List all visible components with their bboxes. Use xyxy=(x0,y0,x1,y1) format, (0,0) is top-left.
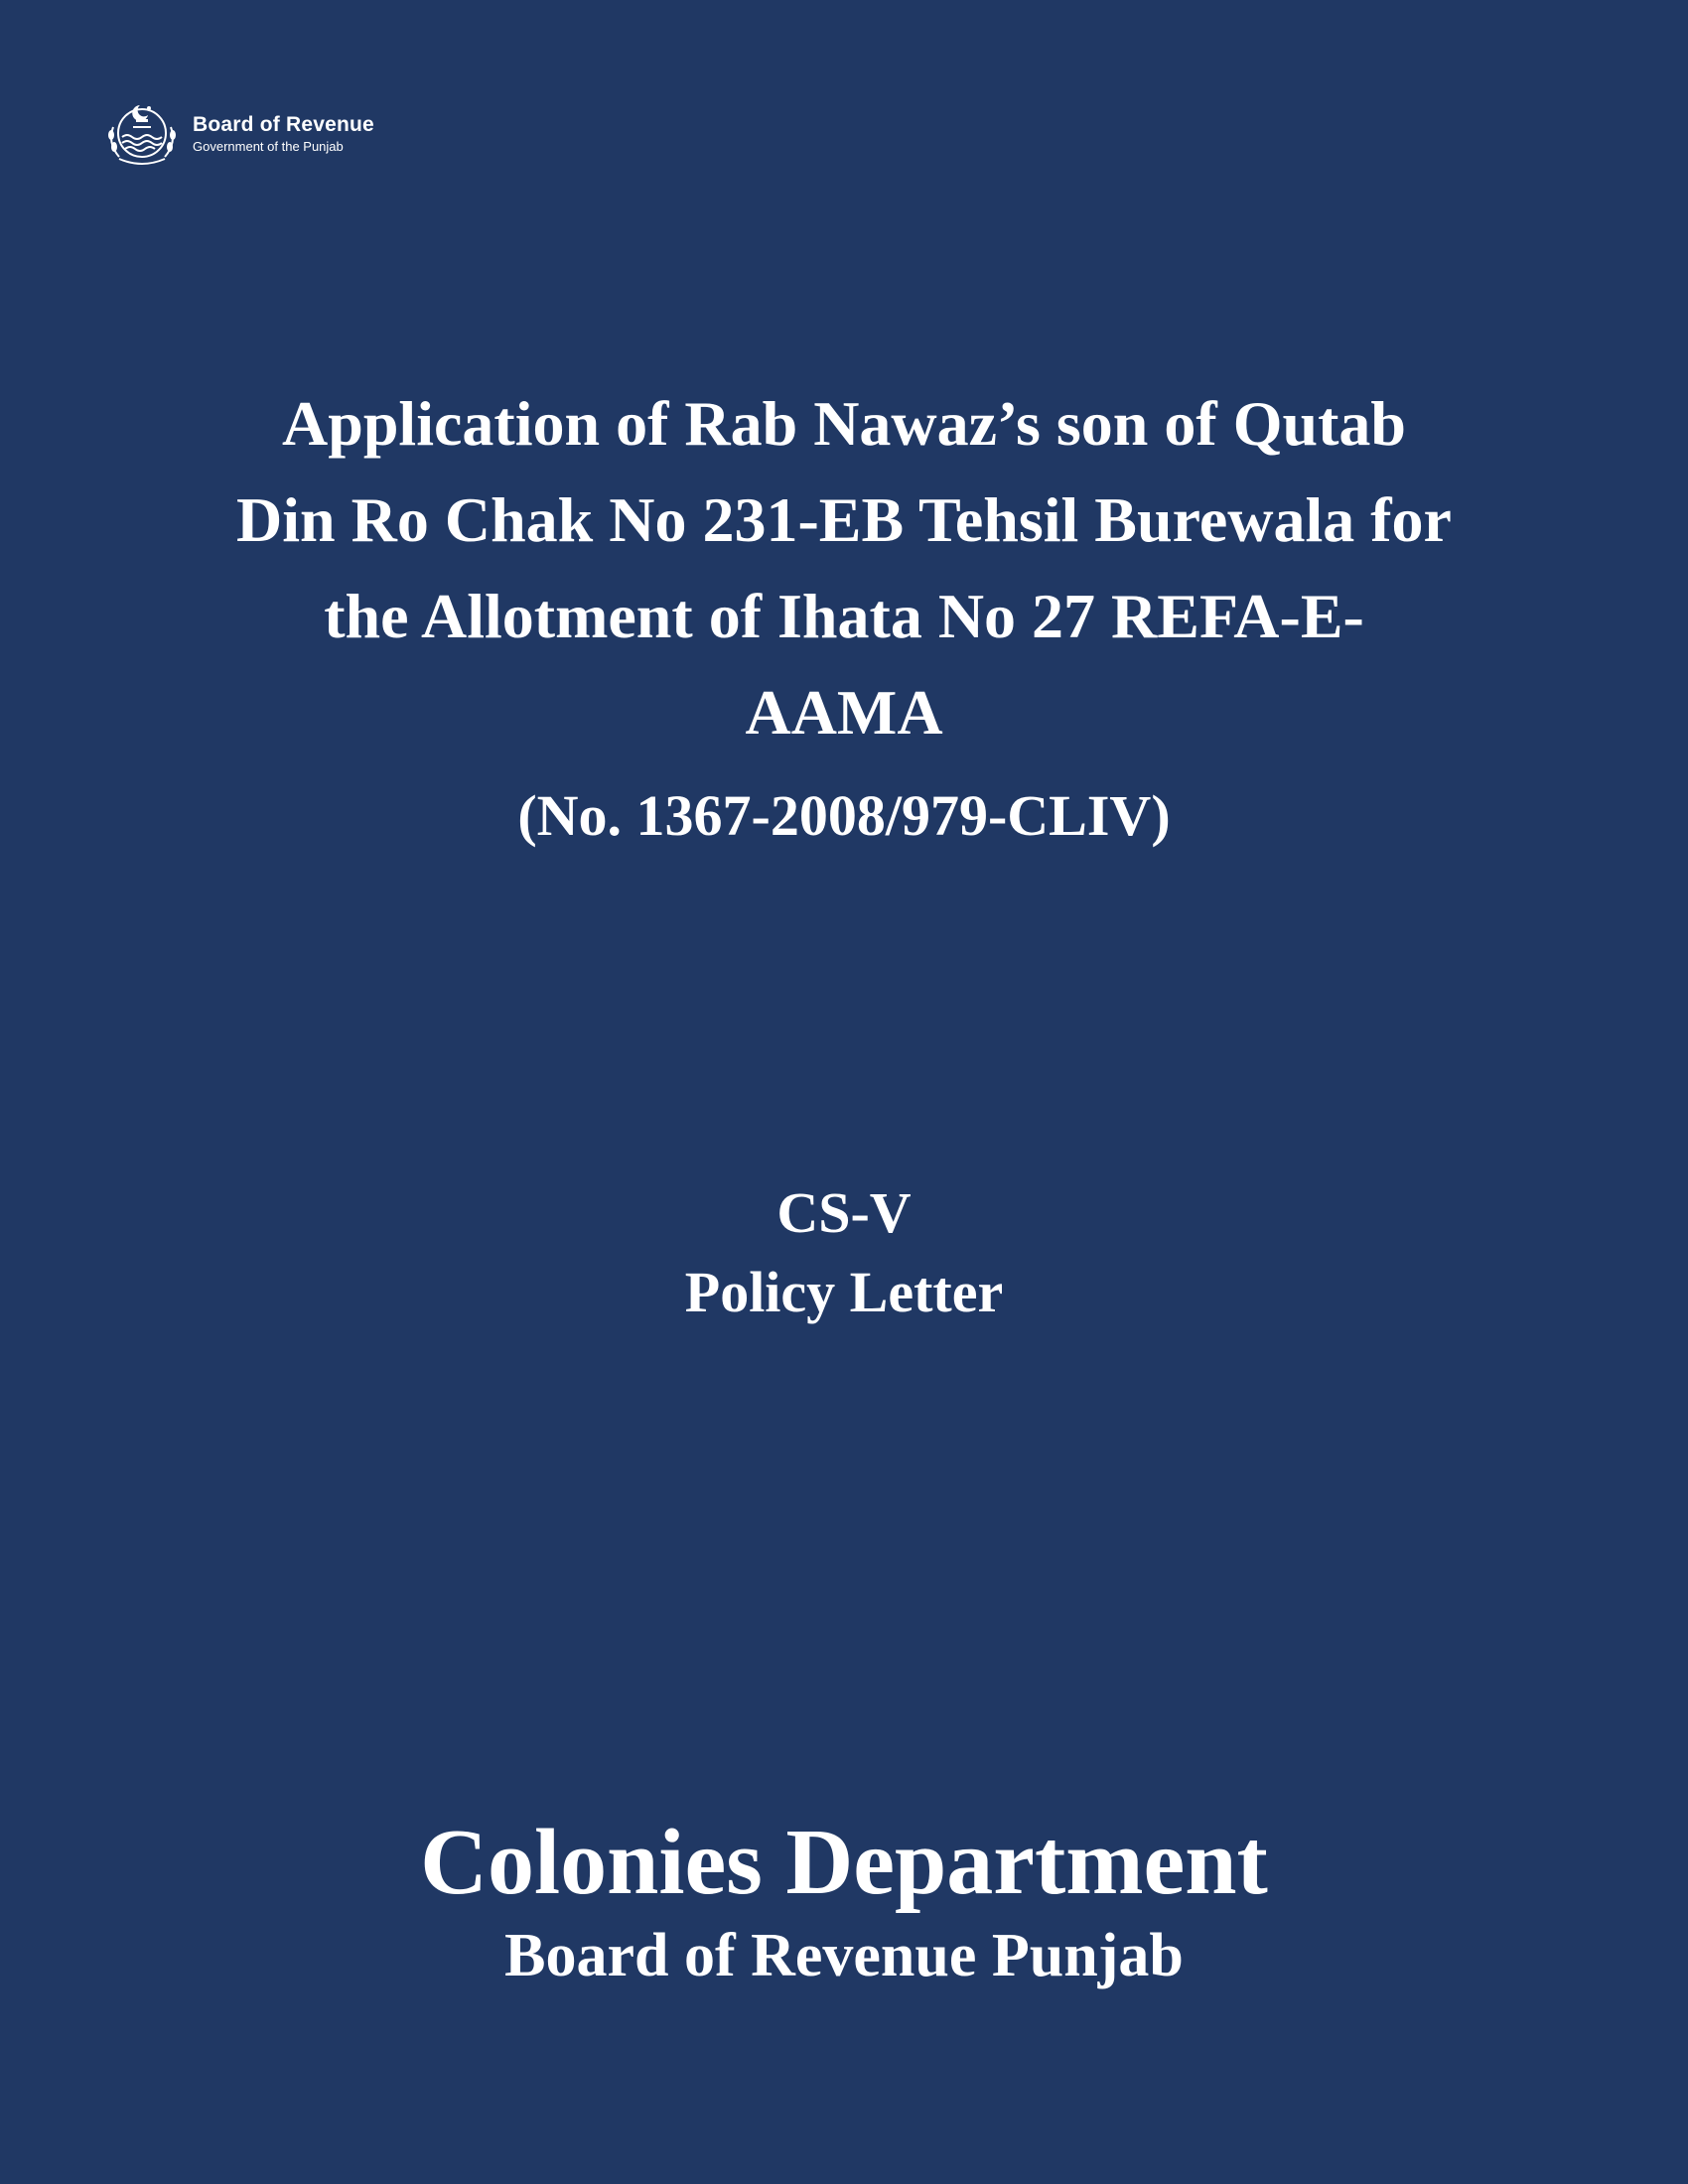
punjab-government-emblem-icon xyxy=(99,97,185,169)
department-name: Colonies Department xyxy=(420,1811,1268,1914)
reference-number: (No. 1367-2008/979-CLIV) xyxy=(517,783,1171,848)
title-line: Application of Rab Nawaz’s son of Qutab xyxy=(282,388,1406,459)
document-type: Policy Letter xyxy=(684,1260,1004,1324)
logo-subtitle: Government of the Punjab xyxy=(193,138,344,154)
series-code: CS-V xyxy=(776,1180,912,1245)
organization-name: Board of Revenue Punjab xyxy=(504,1922,1184,1989)
logo-title: Board of Revenue xyxy=(193,112,374,136)
title-line: Din Ro Chak No 231-EB Tehsil Burewala for xyxy=(236,484,1452,555)
document-title xyxy=(60,375,1628,760)
title-line: AAMA xyxy=(745,677,943,748)
board-of-revenue-logo xyxy=(99,97,374,169)
logo-text xyxy=(193,114,374,153)
series-block xyxy=(60,1173,1628,1332)
title-line: the Allotment of Ihata No 27 REFA-E- xyxy=(324,581,1364,651)
